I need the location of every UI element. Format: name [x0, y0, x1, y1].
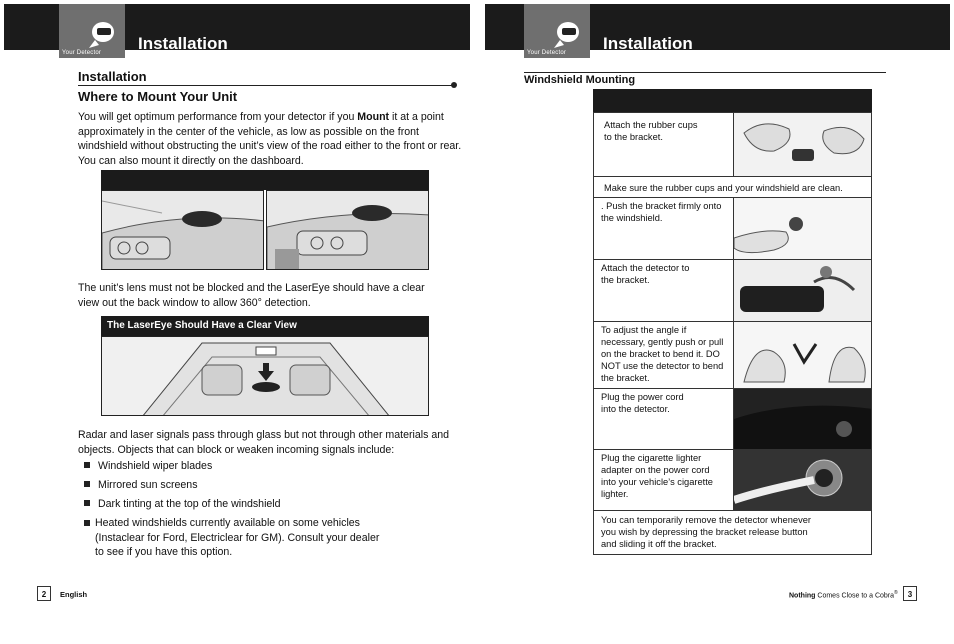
- step-text: Attach the rubber cups to the bracket.: [604, 120, 698, 142]
- footer-rest: Comes Close to a Cobra: [817, 592, 895, 600]
- right-section-tab: [524, 4, 590, 58]
- right-section-title: Windshield Mounting: [524, 74, 636, 86]
- step-text: . Push the bracket firmly onto the windshield.: [601, 201, 722, 223]
- bullet-square: [84, 500, 90, 506]
- step-image: [733, 321, 872, 389]
- dashboard-mount-illustration: [102, 191, 264, 270]
- signals-paragraph: Radar and laser signals pass through glass but not through other materials and objects. Objects that can block or weaken incoming signals include:: [78, 429, 450, 456]
- step-note-text: You can temporarily remove the detector whenever you wish by depressing the bracket release button and sliding it off the bracket.: [601, 515, 811, 549]
- right-header-title: Installation: [603, 34, 693, 53]
- right-footer-text: [789, 590, 898, 599]
- attach-detector-illustration: [734, 260, 872, 322]
- bullet-item: [84, 497, 281, 512]
- right-page-number: 3: [903, 586, 917, 601]
- cigarette-lighter-illustration: [734, 450, 872, 511]
- bullet-text: Mirrored sun screens: [98, 479, 198, 491]
- step-image: [733, 197, 872, 260]
- lens-paragraph: The unit’s lens must not be blocked and the LaserEye should have a clear view out the back window to allow 360° detection.: [78, 282, 425, 309]
- figure2-caption-bar: The LaserEye Should Have a Clear View: [101, 316, 429, 336]
- left-tab-label: Your Detector: [62, 50, 102, 56]
- dashboard-mount-illustration-alt: [267, 191, 429, 270]
- bullet-item: [84, 478, 198, 493]
- step-text: Attach the detector to the bracket.: [601, 263, 690, 285]
- step-text: To adjust the angle if necessary, gently push or pull on the bracket to bend it. DO NOT use the detector to bend the bracket.: [601, 325, 724, 383]
- left-section-tab: [59, 4, 125, 58]
- figure1-caption-bar: [101, 170, 429, 190]
- intro-text-end: it at a point approximately in the center of the vehicle, as low as possible on the front windshield without obstructing the unit’s view of the road either to the front or rear. You can also mount it directly on the dashboard.: [78, 111, 462, 167]
- bend-bracket-illustration: [734, 322, 872, 389]
- bullet-item: [84, 516, 384, 560]
- step-image: [733, 259, 872, 322]
- bullet-text: Dark tinting at the top of the windshield: [98, 498, 281, 510]
- right-tab-label: Your Detector: [527, 50, 567, 56]
- section-rule: [78, 85, 454, 86]
- bullet-text: Windshield wiper blades: [98, 460, 213, 472]
- left-page-number: 2: [37, 586, 51, 601]
- subheading: Where to Mount Your Unit: [78, 89, 238, 104]
- left-footer-text: English: [60, 590, 88, 599]
- intro-text-bold: Mount: [357, 111, 390, 123]
- right-section-rule: [524, 72, 886, 73]
- section-title: Installation: [78, 69, 147, 84]
- plug-power-cord-illustration: [734, 389, 872, 450]
- figure1-image-right: [266, 190, 429, 270]
- steps-header-bar: [593, 89, 872, 113]
- footer-bold: Nothing: [789, 592, 816, 600]
- step-image: [733, 388, 872, 450]
- intro-text-start: You will get optimum performance from your detector if you: [78, 111, 358, 123]
- section-rule-dot: [451, 82, 457, 88]
- step-text: Plug the cigarette lighter adapter on the power cord into your vehicle’s cigarette lighter.: [601, 453, 713, 499]
- left-header-title: Installation: [138, 34, 228, 53]
- footer-registered: ®: [894, 590, 898, 596]
- intro-paragraph: [78, 110, 470, 168]
- bullet-text: Heated windshields currently available on some vehicles (Instaclear for Ford, Electriclear for GM). Consult your dealer to see if you have this option.: [95, 517, 380, 558]
- bullet-item: [84, 459, 212, 474]
- step-image: [733, 449, 872, 511]
- detector-icon: [85, 18, 123, 52]
- detector-icon: [550, 18, 588, 52]
- bullet-square: [84, 481, 90, 487]
- step-note-text: Make sure the rubber cups and your windshield are clean.: [604, 183, 843, 193]
- bullet-square: [84, 520, 90, 526]
- figure2-image: [101, 336, 429, 416]
- step-image: [733, 112, 872, 177]
- step-text: Plug the power cord into the detector.: [601, 392, 684, 414]
- car-rear-view-illustration: [102, 337, 429, 416]
- hands-attaching-cups-illustration: [734, 113, 872, 177]
- bullet-square: [84, 462, 90, 468]
- figure1-image-left: [101, 190, 264, 270]
- push-bracket-illustration: [734, 198, 872, 260]
